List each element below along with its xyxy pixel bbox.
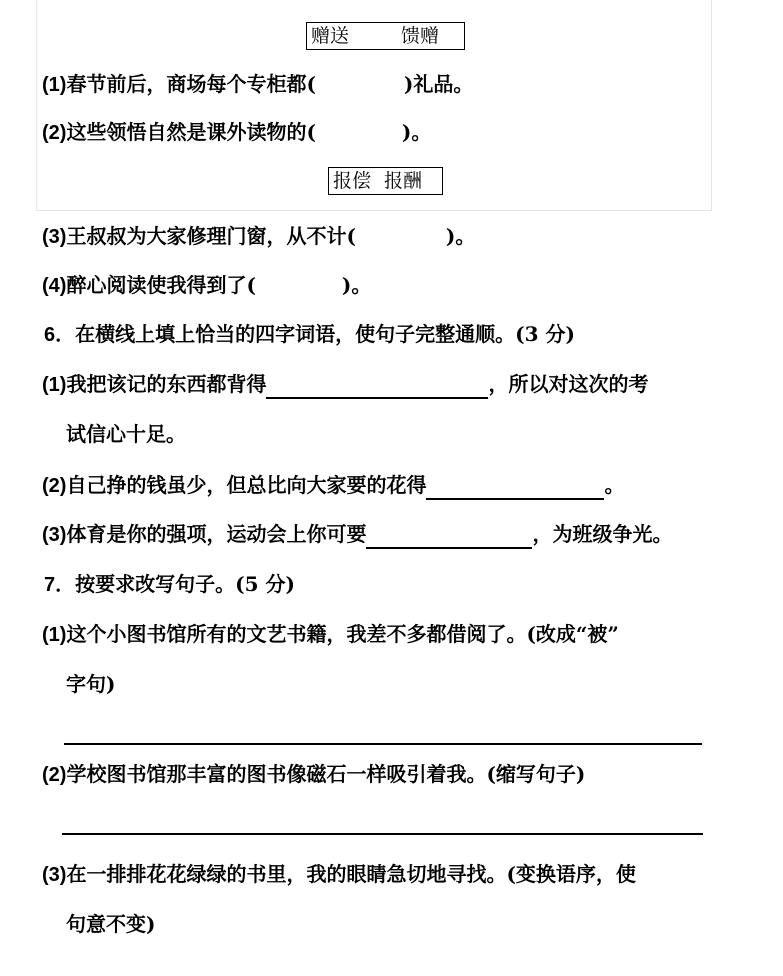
q7-item-1-answer-line[interactable]: [64, 743, 702, 745]
q7-item-2-answer-line[interactable]: [62, 833, 703, 835]
question-6-heading: [44, 320, 575, 350]
q5-item-3: [42, 222, 475, 252]
q5-item-1-text-before: 春节前后，商场每个专柜都(: [66, 72, 316, 96]
q5-item-1: [42, 70, 473, 100]
word-choice-1a: 赠送: [311, 25, 350, 47]
q6-item-1-continuation: 试信心十足。: [66, 422, 186, 446]
q6-item-3-text-after: ，为班级争光。: [532, 522, 673, 546]
q5-item-2-number: (2): [42, 122, 67, 144]
q7-item-3-text: 在一排排花花绿绿的书里，我的眼睛急切地寻找。: [66, 862, 507, 886]
q5-item-3-text-after: )。: [445, 224, 476, 248]
q7-item-3-instruction: (变换语序，使: [506, 862, 636, 886]
q6-item-3-text-before: 体育是你的强项，运动会上你可要: [66, 522, 367, 546]
q6-item-3-blank[interactable]: [366, 525, 532, 549]
q7-item-2: [42, 760, 585, 790]
q6-item-2-text-before: 自己挣的钱虽少，但总比向大家要的花得: [66, 473, 427, 497]
question-6-title: 在横线上填上恰当的四字词语，使句子完整通顺。: [75, 322, 516, 346]
question-7-score: (5 分): [235, 572, 295, 596]
q7-item-1: [42, 620, 619, 650]
q7-item-1-number: (1): [42, 624, 67, 646]
q5-item-4-text-before: 醉心阅读使我得到了(: [66, 273, 256, 297]
question-7-number: 7．: [44, 574, 76, 596]
q7-item-3-number: (3): [42, 864, 67, 886]
word-choice-2b: 报酬: [384, 170, 423, 192]
q7-item-3-continuation: 句意不变): [66, 912, 156, 936]
q7-item-1-instruction: (改成“被”: [526, 622, 619, 646]
q6-item-2: [42, 471, 624, 501]
q5-item-4-text-after: )。: [341, 273, 372, 297]
word-choice-box-1: [306, 22, 465, 50]
word-choice-1b: 馈赠: [401, 25, 440, 47]
question-6-number: 6．: [44, 324, 76, 346]
q7-item-2-number: (2): [42, 764, 67, 786]
q5-item-2-text-after: )。: [401, 120, 432, 144]
q6-item-1-text-before: 我把该记的东西都背得: [66, 372, 267, 396]
q6-item-1-blank[interactable]: [266, 375, 488, 399]
q6-item-3-number: (3): [42, 524, 67, 546]
q6-item-2-number: (2): [42, 475, 67, 497]
q6-item-1-text-after: ，所以对这次的考: [488, 372, 649, 396]
q5-item-4: [42, 271, 371, 301]
question-6-score: (3 分): [515, 322, 575, 346]
q5-item-4-number: (4): [42, 275, 67, 297]
q7-item-2-instruction: (缩写句子): [486, 762, 586, 786]
question-7-heading: [44, 570, 295, 600]
q6-item-1-number: (1): [42, 374, 67, 396]
q5-item-3-number: (3): [42, 226, 67, 248]
q6-item-3: [42, 520, 672, 550]
word-choice-2a: 报偿: [333, 170, 372, 192]
question-7-title: 按要求改写句子。: [75, 572, 236, 596]
q6-item-2-text-after: 。: [604, 473, 625, 497]
q5-item-2-text-before: 这些领悟自然是课外读物的(: [66, 120, 316, 144]
q7-item-1-continuation: 字句): [66, 672, 116, 696]
q7-item-3: [42, 860, 636, 890]
q6-item-2-blank[interactable]: [426, 476, 604, 500]
q5-item-3-text-before: 王叔叔为大家修理门窗，从不计(: [66, 224, 356, 248]
q5-item-1-number: (1): [42, 74, 67, 96]
q5-item-2: [42, 118, 431, 148]
q5-item-1-text-after: )礼品。: [403, 72, 474, 96]
q7-item-2-text: 学校图书馆那丰富的图书像磁石一样吸引着我。: [66, 762, 487, 786]
q7-item-1-text: 这个小图书馆所有的文艺书籍，我差不多都借阅了。: [66, 622, 527, 646]
q6-item-1: [42, 370, 648, 400]
word-choice-box-2: [328, 167, 443, 195]
